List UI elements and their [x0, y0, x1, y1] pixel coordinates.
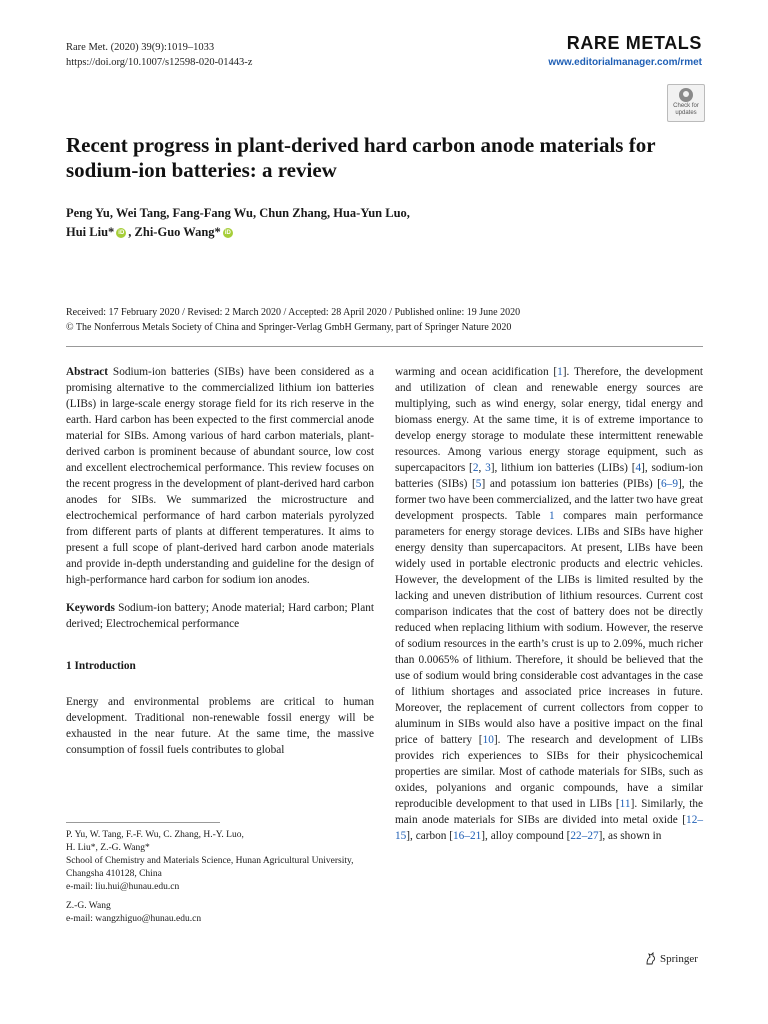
authors-line-2 — [66, 223, 666, 242]
abstract-label: Abstract — [66, 366, 109, 378]
reference-link[interactable]: 5 — [475, 478, 482, 490]
update-check-icon — [679, 88, 693, 102]
footnote-authors-1: P. Yu, W. Tang, F.-F. Wu, C. Zhang, H.-Y. Luo, — [66, 830, 244, 840]
text-run: ]. Similarly, the main anode materials for SIBs are divided into metal oxide [ — [395, 798, 703, 826]
reference-link[interactable]: 11 — [619, 798, 631, 810]
intro-paragraph-left: Energy and environmental problems are critical to human development. Traditional non-renewable fossil energy will be exhausted in the near future. At the same time, the massive consumption of fossil fuels contributes to global — [66, 696, 374, 756]
reference-link[interactable]: 22–27 — [570, 830, 599, 842]
author-affiliation-footnote — [66, 829, 374, 926]
publication-dates: Received: 17 February 2020 / Revised: 2 March 2020 / Accepted: 28 April 2020 / Published online: 19 June 2020 — [66, 307, 521, 318]
text-run: , — [478, 462, 486, 474]
text-run: ]. Therefore, the development and utilization of clean and renewable energy sources are multiplying, such as wind energy, solar energy, tidal energy and biomass energy. At the same time, it is of extreme importance to develop energy storage to modulate these intermittent renewable resources. Among various energy storage equipment, such as supercapacitors [ — [395, 366, 704, 474]
springer-horse-icon — [645, 952, 656, 965]
text-run: ] and potassium ion batteries (PIBs) [ — [481, 478, 662, 490]
text-run: ], alloy compound [ — [481, 830, 571, 842]
keywords-text: Sodium-ion battery; Anode material; Hard carbon; Plant derived; Electrochemical performance — [66, 602, 374, 630]
authors-line-1: Peng Yu, Wei Tang, Fang-Fang Wu, Chun Zhang, Hua-Yun Luo, — [66, 206, 410, 220]
journal-name: RARE METALS — [566, 33, 702, 53]
email-link[interactable]: e-mail: wangzhiguo@hunau.edu.cn — [66, 914, 202, 924]
email-link[interactable]: e-mail: liu.hui@hunau.edu.cn — [66, 882, 180, 892]
intro-paragraph-right — [395, 364, 703, 844]
orcid-icon[interactable]: iD — [118, 230, 125, 237]
text-run: ], the former two have been commercialized, and the latter two have great development prospects. Table — [395, 478, 703, 522]
abstract-text: Sodium-ion batteries (SIBs) have been considered as a promising alternative to the commercialized lithium ion batteries (LIBs) in large-scale energy storage field for its rich reserve in the earth. Hard carbon has been expected to the first commercial anode material for SIBs. Among various of hard carbon materials, plant-derived carbon is prominent because of abundant source, low cost and excellent electrochemical performance. This review focuses on the recent progress in the development of plant-derived hard carbon anodes for SIBs. We summarized the microstructure and electrochemical performance of hard carbon materials pyrolyzed from different parts of plants at different temperatures. It aims to present a full scope of plant-derived hard carbon anode materials and provide in-depth understanding and guideline for the design of high-performance hard carbon for sodium ion anodes. — [66, 366, 374, 586]
abstract — [66, 364, 374, 588]
reference-link[interactable]: 2 — [472, 462, 479, 474]
text-run: ]. The research and development of LIBs provides rich experiences to SIBs for their physicochemical properties are similar. Most of cathode materials for SIBs, such as oxides, polyanions and organic compounds, have a similar reproducible development to that used in LIBs [ — [395, 734, 703, 810]
article-history — [66, 305, 706, 335]
publisher-logo — [645, 952, 698, 965]
table-reference-link[interactable]: 1 — [548, 510, 555, 522]
right-column — [395, 364, 703, 844]
badge-line-1: Check for — [673, 103, 699, 109]
citation-info — [66, 40, 252, 70]
journal-url-link[interactable]: www.editorialmanager.com/rmet — [548, 57, 702, 68]
text-run: warming and ocean acidification [ — [395, 366, 558, 378]
reference-link[interactable]: 12–15 — [395, 814, 703, 842]
author-hui-liu: Hui Liu* — [66, 225, 115, 239]
section-heading-introduction: 1 Introduction — [66, 660, 136, 672]
header-divider — [66, 346, 703, 347]
reference-link[interactable]: 3 — [485, 462, 491, 474]
copyright-notice: © The Nonferrous Metals Society of China and Springer-Verlag GmbH Germany, part of Springer Nature 2020 — [66, 322, 512, 333]
reference-link[interactable]: 1 — [557, 366, 563, 378]
text-run: ], lithium ion batteries (LIBs) [ — [490, 462, 636, 474]
check-for-updates-badge[interactable] — [667, 84, 705, 122]
badge-line-2: updates — [675, 110, 697, 116]
footnote-divider — [66, 822, 220, 823]
article-title: Recent progress in plant-derived hard carbon anode materials for sodium-ion batteries: a review — [66, 133, 656, 182]
journal-citation: Rare Met. (2020) 39(9):1019–1033 — [66, 42, 215, 53]
publisher-name: Springer — [660, 952, 698, 965]
reference-link[interactable]: 10 — [482, 734, 494, 746]
footnote-authors-2: H. Liu*, Z.-G. Wang* — [66, 843, 150, 853]
text-run: compares main performance parameters for energy storage devices. LIBs and SIBs have higher energy density than supercapacitors. At present, LIBs have been widely used in portable electronic products and electric vehicles. However, the development of the LIBs is limited resulted by the lacking and uneven distribution of lithium resources. Current cost comparison indicates that the cost of battery does not be directly reduced when replacing lithium with sodium. However, the reserve of sodium resources in the earth’s crust is up to 2.09%, much richer than 0.0065% of lithium. Therefore, it should be believed that the use of sodium would bring considerable cost advantages in the case of lithium shortages and associated price increases in future. Moreover, the replacement of current collectors from copper to aluminum in SIBs would also have a positive impact on the final price of battery [ — [395, 510, 703, 746]
orcid-icon[interactable]: iD — [224, 230, 231, 237]
reference-link[interactable]: 6–9 — [661, 478, 678, 490]
author-separator: , — [128, 225, 135, 239]
author-list — [66, 204, 666, 242]
text-run: ], as shown in — [598, 830, 662, 842]
keywords-label: Keywords — [66, 602, 115, 614]
reference-link[interactable]: 4 — [635, 462, 642, 474]
text-run: ], carbon [ — [406, 830, 454, 842]
reference-link[interactable]: 16–21 — [453, 830, 482, 842]
text-run: ], sodium-ion batteries (SIBs) [ — [395, 462, 703, 490]
keywords — [66, 600, 374, 632]
affiliation: School of Chemistry and Materials Science, Hunan Agricultural University, Changsha 410128, China — [66, 856, 354, 879]
corresponding-author: Z.-G. Wang — [66, 901, 111, 911]
doi-link[interactable]: https://doi.org/10.1007/s12598-020-01443-z — [66, 57, 253, 68]
left-column — [66, 364, 374, 758]
author-zhi-guo-wang: Zhi-Guo Wang* — [134, 225, 221, 239]
